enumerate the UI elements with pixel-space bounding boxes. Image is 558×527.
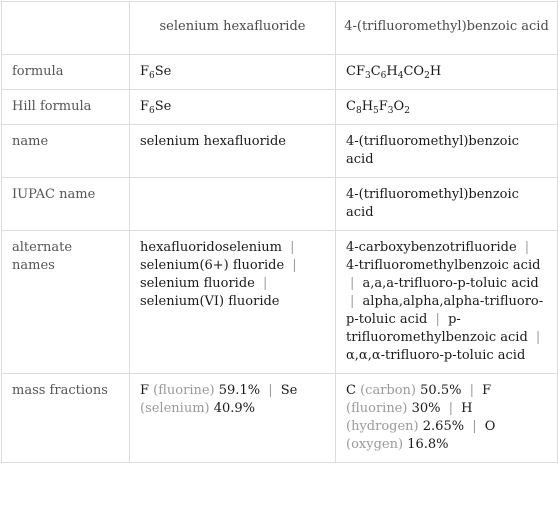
- row-label-name: name: [2, 125, 130, 178]
- formula-col1: [130, 55, 336, 90]
- alternate-name: selenium fluoride: [140, 276, 255, 291]
- formula-part: 8: [355, 106, 362, 116]
- formula-part: H: [429, 64, 442, 79]
- formula-part: C: [370, 64, 381, 79]
- mass-fraction: [346, 383, 461, 398]
- fraction-value: 40.9%: [213, 401, 256, 416]
- formula-part: 5: [373, 106, 379, 116]
- header-col1: selenium hexafluoride: [130, 2, 336, 55]
- formula-part: F: [140, 64, 150, 79]
- row-mass-fractions: [2, 374, 558, 463]
- element-symbol: C: [346, 383, 356, 398]
- iupac-col2: 4-(trifluoromethyl)benzoic acid: [336, 178, 558, 231]
- separator: |: [292, 258, 297, 273]
- fraction-value: 2.65%: [422, 419, 465, 434]
- row-label-alt: alternate names: [2, 231, 130, 374]
- alternate-name: a,a,a-trifluoro-p-toluic acid: [362, 276, 539, 291]
- name-col1: selenium hexafluoride: [130, 125, 336, 178]
- formula-part: C: [346, 99, 356, 114]
- separator: |: [290, 240, 295, 255]
- alternate-name: p-trifluoromethylbenzoic acid: [346, 312, 528, 345]
- alternate-name: selenium(VI) fluoride: [140, 294, 280, 309]
- formula-part: 6: [149, 106, 155, 116]
- separator: |: [435, 312, 440, 327]
- formula-part: CO: [403, 64, 425, 79]
- formula-part: 3: [364, 71, 371, 81]
- mass-col2: [336, 374, 558, 463]
- separator: |: [535, 330, 541, 345]
- element-symbol: Se: [280, 383, 298, 398]
- separator: |: [448, 401, 454, 416]
- formula-part: H: [386, 64, 398, 79]
- fraction-value: 16.8%: [407, 437, 449, 452]
- element-name: (oxygen): [346, 437, 404, 452]
- element-symbol: F: [482, 383, 492, 398]
- element-name: (selenium): [140, 401, 210, 416]
- mass-col1: [130, 374, 336, 463]
- formula-part: 6: [380, 71, 387, 81]
- element-name: (fluorine): [346, 401, 408, 416]
- row-hill-formula: [2, 90, 558, 125]
- formula-part: 6: [149, 71, 155, 81]
- row-label-formula: formula: [2, 55, 130, 90]
- separator: |: [350, 294, 355, 309]
- fraction-value: 50.5%: [420, 383, 462, 398]
- header-col2: 4-(trifluoromethyl)benzoic acid: [336, 2, 558, 55]
- row-label-mass: mass fractions: [2, 374, 130, 463]
- fraction-value: 59.1%: [218, 383, 261, 398]
- formula-part: F: [140, 99, 150, 114]
- formula-col2: [336, 55, 558, 90]
- formula-part: 3: [387, 106, 394, 116]
- separator: |: [469, 383, 474, 398]
- header-row: [2, 2, 558, 55]
- row-iupac: [2, 178, 558, 231]
- alt-col1: [130, 231, 336, 374]
- element-symbol: O: [484, 419, 496, 434]
- alternate-name: 4-trifluoromethylbenzoic acid: [346, 258, 541, 273]
- formula-part: H: [361, 99, 374, 114]
- element-symbol: F: [140, 383, 150, 398]
- row-label-iupac: IUPAC name: [2, 178, 130, 231]
- alternate-name: α,α,α-trifluoro-p-toluic acid: [346, 348, 526, 363]
- hill-col2: [336, 90, 558, 125]
- element-name: (fluorine): [153, 383, 215, 398]
- separator: |: [262, 276, 268, 291]
- alt-col2: [336, 231, 558, 374]
- separator: |: [472, 419, 477, 434]
- formula-part: CF: [346, 64, 365, 79]
- separator: |: [350, 276, 355, 291]
- row-alternate-names: [2, 231, 558, 374]
- row-formula: [2, 55, 558, 90]
- mass-fraction: [140, 383, 260, 398]
- row-name: [2, 125, 558, 178]
- formula-part: F: [378, 99, 388, 114]
- alternate-name: 4-carboxybenzotrifluoride: [346, 240, 517, 255]
- header-corner: [2, 2, 130, 55]
- formula-part: 2: [424, 71, 430, 81]
- hill-col1: [130, 90, 336, 125]
- row-label-hill: Hill formula: [2, 90, 130, 125]
- formula-part: O: [393, 99, 405, 114]
- formula-part: Se: [154, 64, 172, 79]
- separator: |: [268, 383, 273, 398]
- formula-part: 2: [404, 106, 410, 116]
- element-name: (hydrogen): [346, 419, 419, 434]
- comparison-table: [1, 1, 558, 463]
- element-name: (carbon): [360, 383, 417, 398]
- element-symbol: H: [461, 401, 473, 416]
- fraction-value: 30%: [411, 401, 441, 416]
- name-col2: 4-(trifluoromethyl)benzoic acid: [336, 125, 558, 178]
- separator: |: [524, 240, 530, 255]
- alternate-name: selenium(6+) fluoride: [140, 258, 285, 273]
- formula-part: 4: [397, 71, 404, 81]
- iupac-col1: [130, 178, 336, 231]
- alternate-name: hexafluoridoselenium: [140, 240, 282, 255]
- alternate-name: alpha,alpha,alpha-trifluoro-p-toluic acid: [346, 294, 544, 327]
- formula-part: Se: [154, 99, 172, 114]
